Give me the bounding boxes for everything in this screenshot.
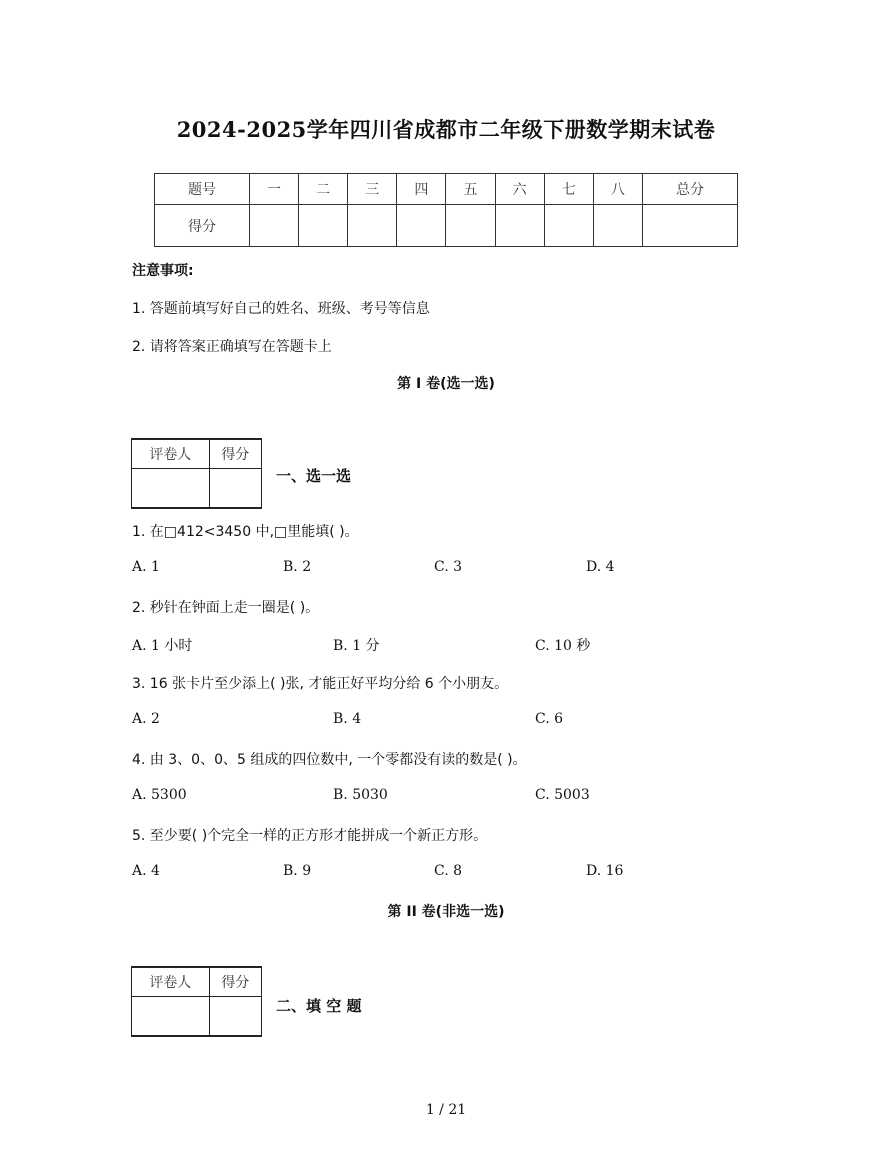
option-b[interactable]: B. 5030 [333,787,388,803]
page-title: 2024-2025学年四川省成都市二年级下册数学期末试卷 [176,117,716,142]
option-b[interactable]: B. 4 [333,711,362,727]
part-1-title: 一、选一选 [276,467,352,485]
option-b[interactable]: B. 2 [283,559,312,575]
volume-2-heading: 第 II 卷(非选一选) [387,904,505,920]
score-header-cell: 题号 [155,174,250,205]
score-header-cell: 八 [593,174,642,205]
option-d[interactable]: D. 16 [586,863,624,879]
part-2-title: 二、填 空 题 [276,997,362,1015]
score-input-cell[interactable] [397,205,446,247]
score-input-cell[interactable] [249,205,298,247]
option-c[interactable]: C. 8 [434,863,463,879]
question-text: 3. 16 张卡片至少添上( )张, 才能正好平均分给 6 个小朋友。 [132,676,509,692]
score-input-cell[interactable] [299,205,348,247]
grader-reviewer-cell[interactable] [132,997,210,1037]
question-text: 5. 至少要( )个完全一样的正方形才能拼成一个新正方形。 [132,828,488,844]
page-number: 1 / 21 [425,1102,467,1118]
score-header-cell: 一 [249,174,298,205]
score-header-cell: 七 [544,174,593,205]
option-c[interactable]: C. 3 [434,559,463,575]
question-text: 2. 秒针在钟面上走一圈是( )。 [132,600,320,616]
score-header-cell: 四 [397,174,446,205]
option-b[interactable]: B. 1 分 [333,638,380,654]
grader-reviewer-label: 评卷人 [132,439,210,469]
score-header-cell: 总分 [642,174,737,205]
score-input-cell[interactable] [544,205,593,247]
grader-score-label: 得分 [209,439,261,469]
question-text: 1. 在□412<3450 中,□里能填( )。 [132,524,359,540]
score-row-label: 得分 [155,205,250,247]
option-c[interactable]: C. 5003 [535,787,590,803]
volume-1-heading: 第 I 卷(选一选) [397,376,495,392]
score-input-cell[interactable] [495,205,544,247]
note-item: 1. 答题前填写好自己的姓名、班级、考号等信息 [132,301,430,317]
score-header-cell: 五 [446,174,495,205]
option-a[interactable]: A. 2 [132,711,160,727]
grader-score-cell[interactable] [209,469,261,509]
score-input-cell[interactable] [446,205,495,247]
grader-score-label: 得分 [209,967,261,997]
note-item: 2. 请将答案正确填写在答题卡上 [132,339,332,355]
option-a[interactable]: A. 5300 [132,787,187,803]
option-b[interactable]: B. 9 [283,863,312,879]
grader-reviewer-label: 评卷人 [132,967,210,997]
score-table [154,173,738,247]
grader-score-cell[interactable] [209,997,261,1037]
grader-reviewer-cell[interactable] [132,469,210,509]
option-d[interactable]: D. 4 [586,559,615,575]
question-text: 4. 由 3、0、0、5 组成的四位数中, 一个零都没有读的数是( )。 [132,752,527,768]
option-a[interactable]: A. 1 小时 [132,638,193,654]
score-header-cell: 三 [348,174,397,205]
score-input-cell[interactable] [348,205,397,247]
score-input-cell[interactable] [593,205,642,247]
notes-heading: 注意事项: [132,263,194,279]
score-input-cell[interactable] [642,205,737,247]
option-c[interactable]: C. 10 秒 [535,638,591,654]
option-c[interactable]: C. 6 [535,711,564,727]
option-a[interactable]: A. 1 [132,559,160,575]
grader-box-2 [131,966,262,1037]
grader-box-1 [131,438,262,509]
score-header-cell: 二 [299,174,348,205]
option-a[interactable]: A. 4 [132,863,160,879]
score-header-cell: 六 [495,174,544,205]
